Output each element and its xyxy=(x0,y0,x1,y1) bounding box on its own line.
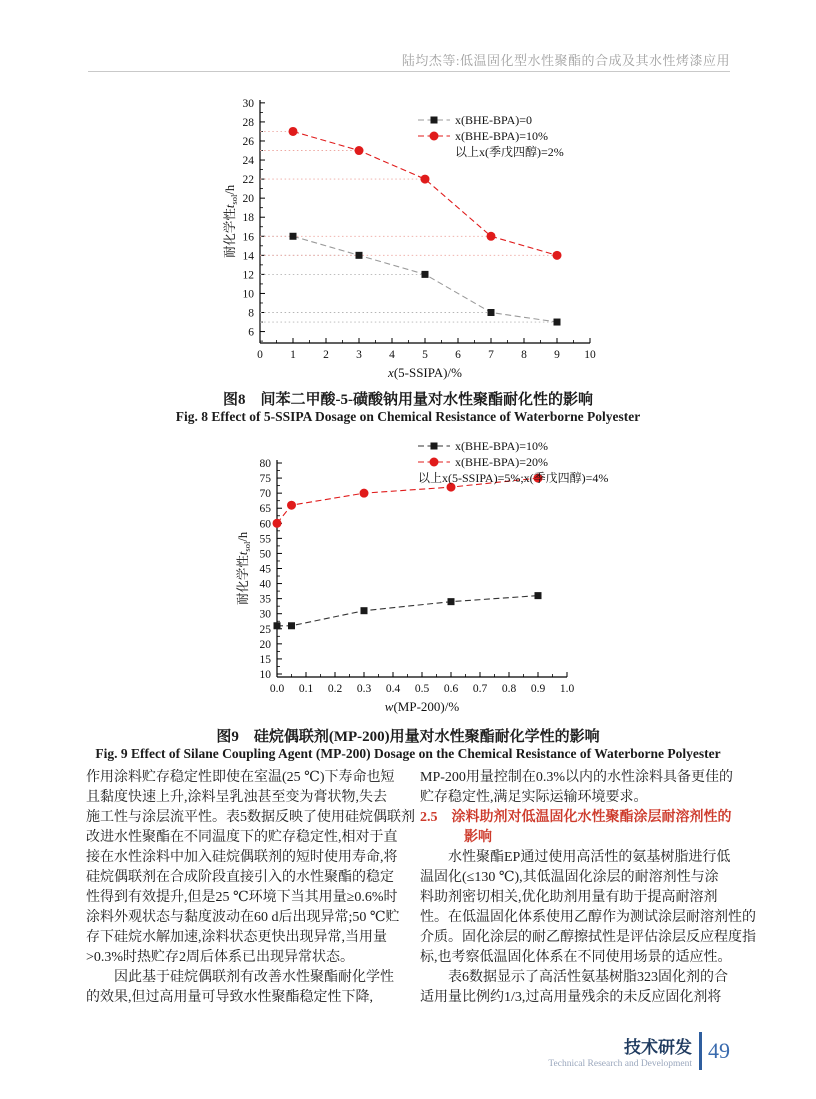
svg-text:以上x(5-SSIPA)=5%;x(季戊四醇)=4%: 以上x(5-SSIPA)=5%;x(季戊四醇)=4% xyxy=(418,471,609,485)
body-text-line: MP-200用量控制在0.3%以内的水性涂料具备更佳的 xyxy=(420,770,734,785)
svg-text:30: 30 xyxy=(242,97,254,110)
svg-text:2: 2 xyxy=(323,349,329,361)
svg-text:x(BHE-BPA)=0: x(BHE-BPA)=0 xyxy=(455,113,532,127)
figure8-caption-cn: 图8 间苯二甲酸-5-磺酸钠用量对水性聚酯耐化性的影响 xyxy=(223,392,593,408)
svg-text:0: 0 xyxy=(257,349,263,361)
svg-text:8: 8 xyxy=(248,307,254,320)
svg-text:30: 30 xyxy=(259,608,271,621)
svg-text:0.2: 0.2 xyxy=(327,683,343,695)
body-text-line: 性。在低温固化体系使用乙醇作为测试涂层耐溶剂性的 xyxy=(420,910,756,925)
body-text-line: 表6数据显示了高活性氨基树脂323固化剂的合 xyxy=(420,970,728,985)
body-text-line: 存下硅烷水解加速,涂料状态更快出现异常,当用量 xyxy=(86,930,387,945)
svg-text:9: 9 xyxy=(554,349,560,361)
svg-text:0.1: 0.1 xyxy=(298,683,314,695)
svg-text:7: 7 xyxy=(488,349,494,361)
svg-text:4: 4 xyxy=(389,349,395,361)
figure9-chart xyxy=(200,436,640,738)
body-text-line: 适用量比例约1/3,过高用量残余的未反应固化剂将 xyxy=(420,990,722,1005)
svg-text:耐化学性tsol/h: 耐化学性$t_{sol}/h$ xyxy=(223,184,239,259)
svg-text:0.5: 0.5 xyxy=(414,683,430,695)
body-text-line: 介质。固化涂层的耐乙醇擦拭性是评估涂层反应程度指 xyxy=(420,930,756,945)
svg-text:6: 6 xyxy=(455,349,461,361)
svg-text:26: 26 xyxy=(242,135,254,148)
svg-text:0.8: 0.8 xyxy=(501,683,517,695)
svg-text:x(BHE-BPA)=10%: x(BHE-BPA)=10% xyxy=(455,439,548,453)
body-text-line: 温固化(≤130 ℃),其低温固化涂层的耐溶剂性与涂 xyxy=(420,870,719,885)
svg-text:10: 10 xyxy=(259,668,271,681)
svg-text:40: 40 xyxy=(259,578,271,591)
svg-text:x(BHE-BPA)=10%: x(BHE-BPA)=10% xyxy=(455,129,548,143)
svg-text:6: 6 xyxy=(248,326,254,339)
svg-text:0.6: 0.6 xyxy=(443,683,459,695)
figure9-caption-en: Fig. 9 Effect of Silane Coupling Agent (MP-200) Dosage on the Chemical Resistance of Waterborne Polyester xyxy=(95,746,721,761)
svg-text:70: 70 xyxy=(259,488,271,501)
svg-text:22: 22 xyxy=(242,174,254,187)
svg-text:8: 8 xyxy=(521,349,527,361)
body-text-line: 作用涂料贮存稳定性即使在室温(25 ℃)下寿命也短 xyxy=(86,770,395,785)
svg-text:15: 15 xyxy=(259,653,271,666)
svg-text:28: 28 xyxy=(242,116,254,129)
figure8-caption-en: Fig. 8 Effect of 5-SSIPA Dosage on Chemical Resistance of Waterborne Polyester xyxy=(175,409,641,424)
svg-text:x(5-SSIPA)/%: x(5-SSIPA)/% xyxy=(388,365,462,380)
figure9-caption-cn: 图9 硅烷偶联剂(MP-200)用量对水性聚酯耐化学性的影响 xyxy=(216,729,600,745)
header-rule xyxy=(88,71,730,72)
body-text-line: 涂料外观状态与黏度波动在60 d后出现异常;50 ℃贮 xyxy=(86,910,400,925)
body-text-line: >0.3%时热贮存2周后体系已出现异常状态。 xyxy=(86,950,355,965)
svg-text:50: 50 xyxy=(259,548,271,561)
body-column-right xyxy=(420,768,756,1008)
running-head: 陆均杰等:低温固化型水性聚酯的合成及其水性烤漆应用 xyxy=(401,53,730,68)
body-text-line: 接在水性涂料中加入硅烷偶联剂的短时使用寿命,将 xyxy=(86,850,398,865)
svg-text:20: 20 xyxy=(259,638,271,651)
page-footer xyxy=(548,1032,730,1070)
svg-text:1: 1 xyxy=(290,349,296,361)
footer-divider-bar xyxy=(699,1032,702,1070)
section-heading-line: 影响 xyxy=(464,830,492,845)
svg-text:18: 18 xyxy=(242,212,254,225)
body-text-line: 硅烷偶联剂在合成阶段直接引入的水性聚酯的稳定 xyxy=(86,870,394,885)
body-text-line: 贮存稳定性,满足实际运输环境要求。 xyxy=(420,790,648,805)
svg-text:16: 16 xyxy=(242,231,254,244)
body-text-line: 施工性与涂层流平性。表5数据反映了使用硅烷偶联剂 xyxy=(86,810,415,825)
svg-text:55: 55 xyxy=(259,533,271,546)
svg-text:以上x(季戊四醇)=2%: 以上x(季戊四醇)=2% xyxy=(455,145,564,159)
body-text-line: 且黏度快速上升,涂料呈乳浊甚至变为膏状物,失去 xyxy=(86,790,387,805)
svg-text:80: 80 xyxy=(259,458,271,471)
svg-text:0.4: 0.4 xyxy=(385,683,401,695)
body-text-line: 料助剂密切相关,优化助剂用量有助于提高耐溶剂 xyxy=(420,890,718,905)
svg-text:0.0: 0.0 xyxy=(269,683,285,695)
section-heading-line: 2.5 涂料助剂对低温固化水性聚酯涂层耐溶剂性的 xyxy=(420,810,732,825)
svg-text:75: 75 xyxy=(259,473,271,486)
svg-text:耐化学性tsol/h: 耐化学性$t_{sol}/h$ xyxy=(236,531,252,606)
footer-section-en: Technical Research and Development xyxy=(548,1059,692,1069)
svg-text:60: 60 xyxy=(259,518,271,531)
svg-text:12: 12 xyxy=(242,269,254,282)
svg-text:0.9: 0.9 xyxy=(530,683,546,695)
figure8-chart xyxy=(190,90,630,386)
svg-text:45: 45 xyxy=(259,563,271,576)
body-text-line: 标,也考察低温固化体系在不同使用场景的适应性。 xyxy=(420,950,732,965)
svg-text:35: 35 xyxy=(259,593,271,606)
body-column-left xyxy=(86,768,416,1008)
body-text-line: 因此基于硅烷偶联剂有改善水性聚酯耐化学性 xyxy=(86,970,394,985)
svg-text:24: 24 xyxy=(242,155,254,168)
svg-text:20: 20 xyxy=(242,193,254,206)
svg-text:10: 10 xyxy=(242,288,254,301)
svg-text:3: 3 xyxy=(356,349,362,361)
svg-text:1.0: 1.0 xyxy=(559,683,575,695)
svg-text:14: 14 xyxy=(242,250,254,263)
body-text-line: 水性聚酯EP通过使用高活性的氨基树脂进行低 xyxy=(420,850,731,865)
body-text-line: 性得到有效提升,但是25 ℃环境下当其用量≥0.6%时 xyxy=(86,890,398,905)
svg-text:5: 5 xyxy=(422,349,428,361)
svg-text:0.7: 0.7 xyxy=(472,683,488,695)
body-text-line: 的效果,但过高用量可导致水性聚酯稳定性下降, xyxy=(86,990,373,1005)
svg-text:0.3: 0.3 xyxy=(356,683,372,695)
page-number: 49 xyxy=(708,1038,730,1063)
body-text-line: 改进水性聚酯在不同温度下的贮存稳定性,相对于直 xyxy=(86,830,398,845)
svg-text:w(MP-200)/%: w(MP-200)/% xyxy=(384,699,460,714)
svg-text:25: 25 xyxy=(259,623,271,636)
footer-section-cn: 技术研发 xyxy=(624,1038,692,1057)
svg-text:10: 10 xyxy=(584,349,596,361)
svg-text:x(BHE-BPA)=20%: x(BHE-BPA)=20% xyxy=(455,455,548,469)
svg-text:65: 65 xyxy=(259,503,271,516)
